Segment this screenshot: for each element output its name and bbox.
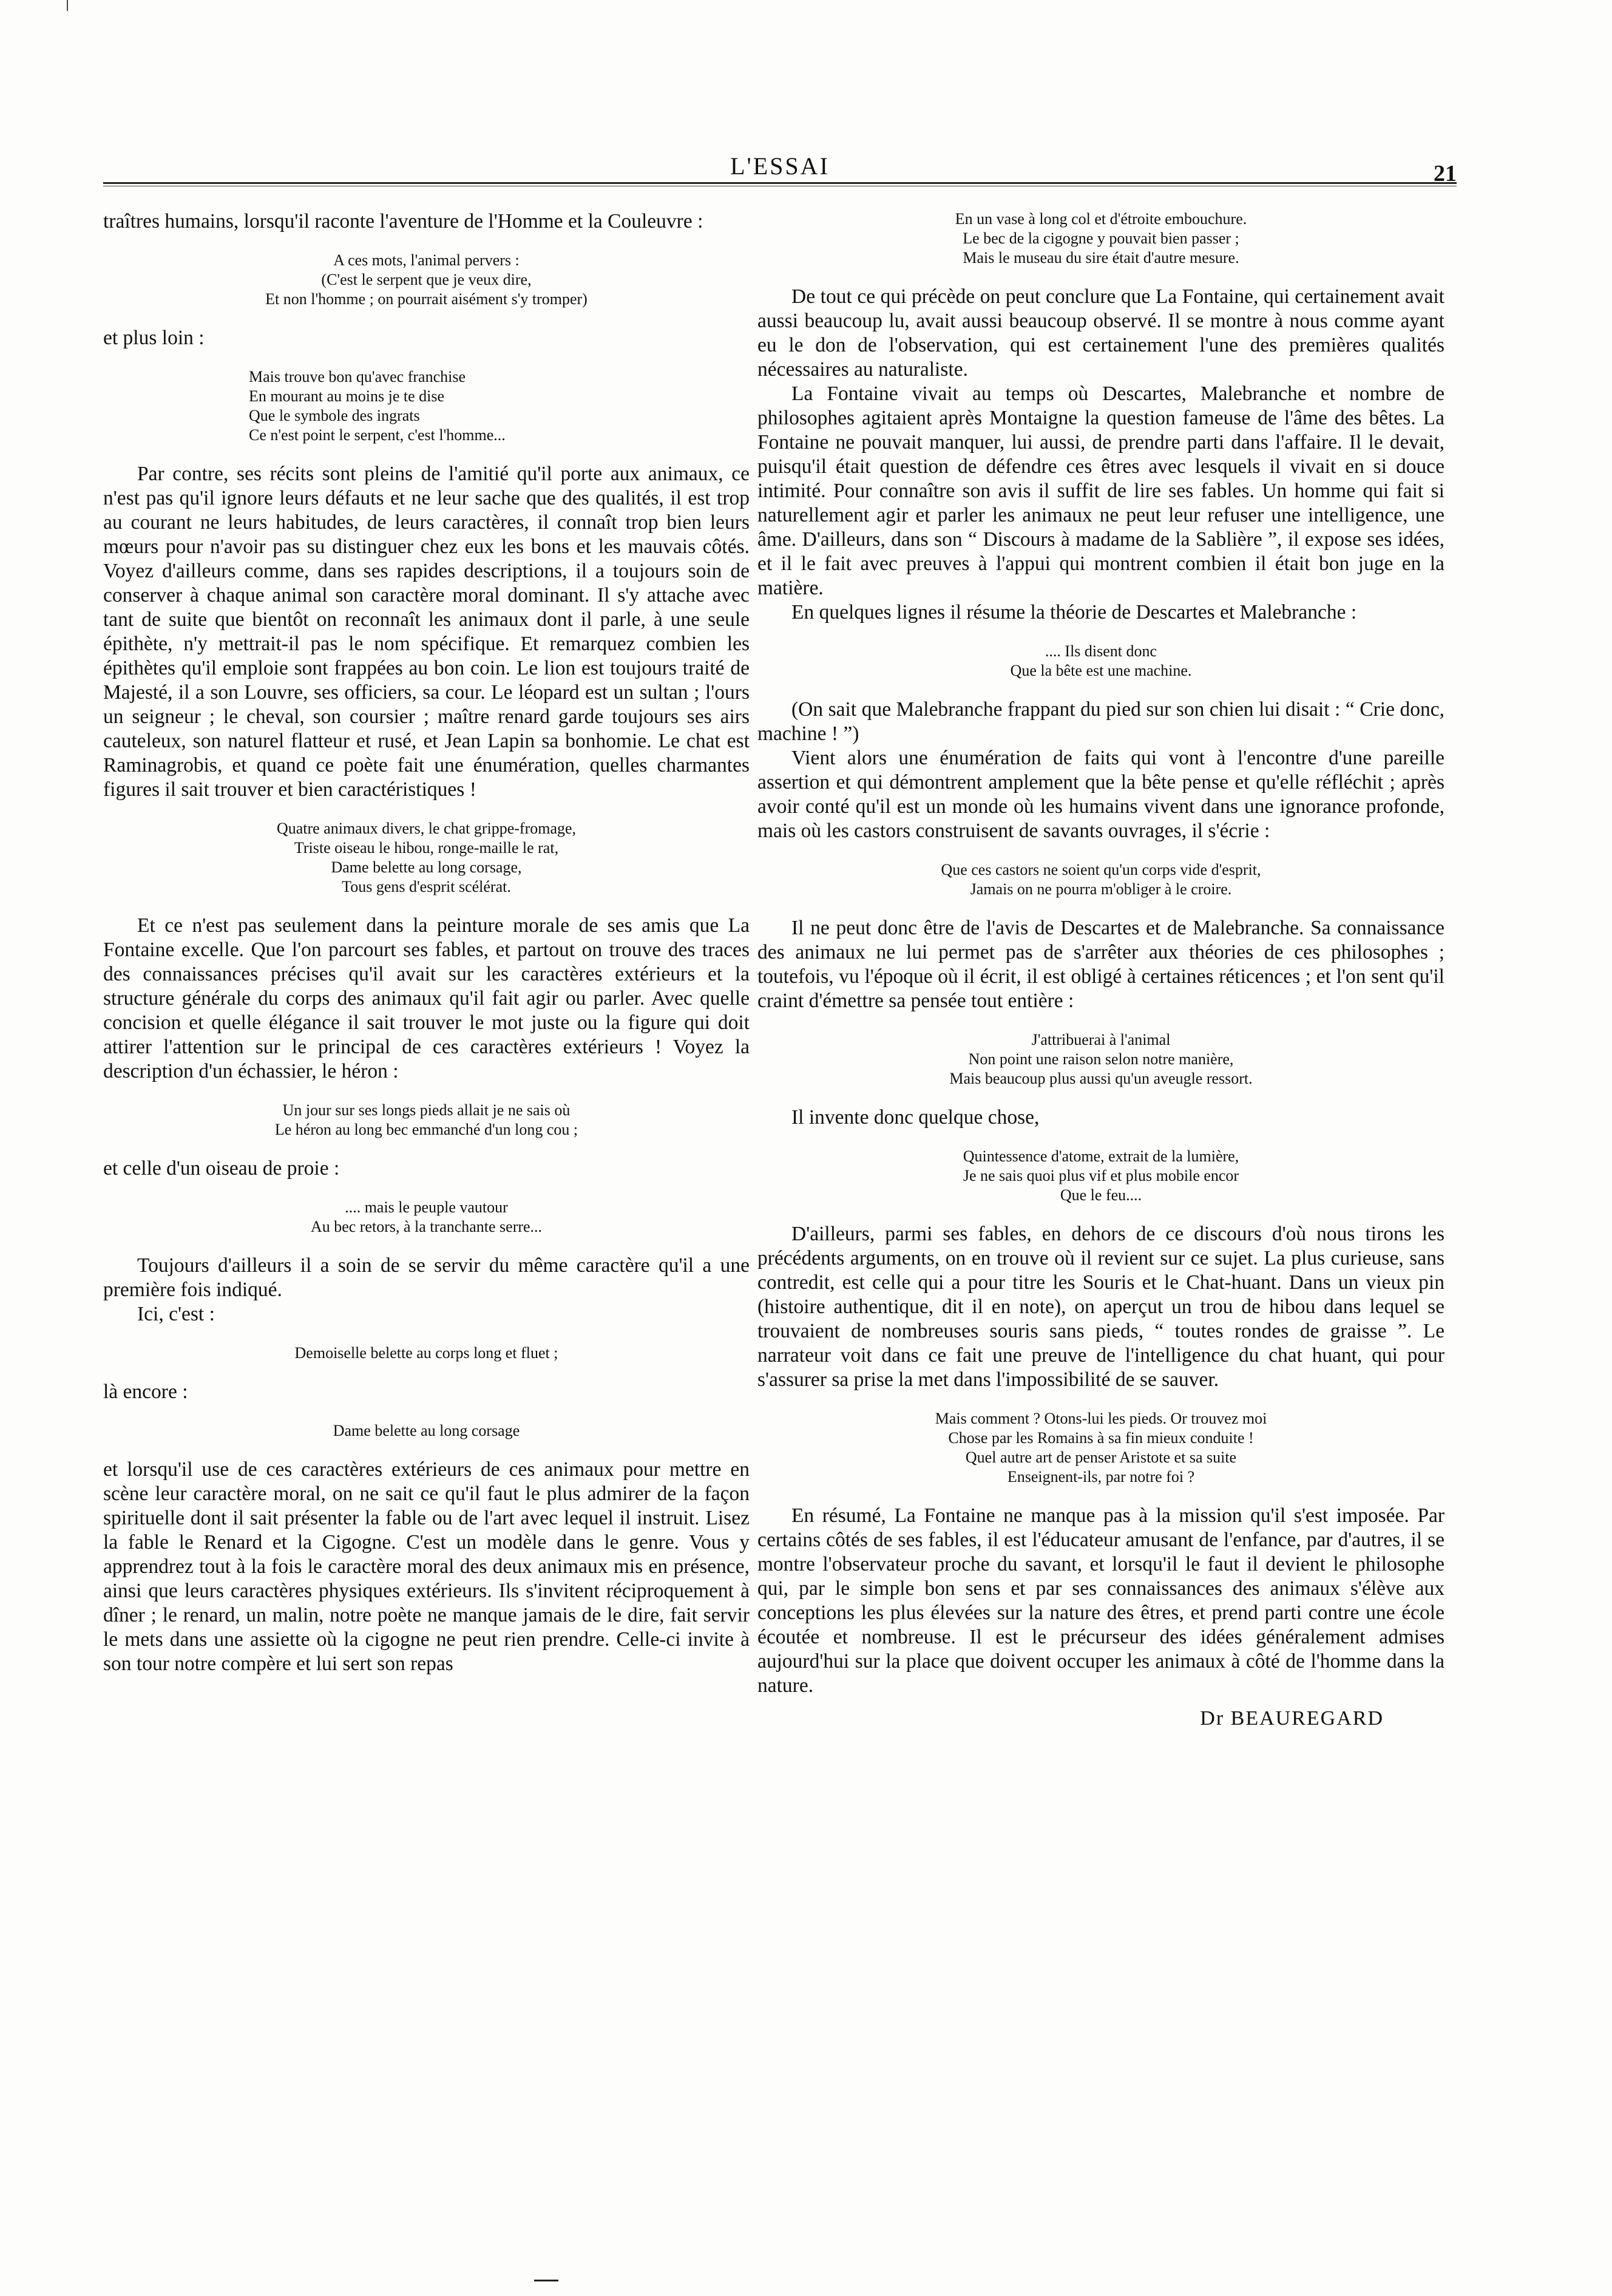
verse-line: Jamais on ne pourra m'obliger à le croire. bbox=[970, 880, 1232, 898]
verse-line: Que le symbole des ingrats bbox=[249, 407, 420, 424]
verse-line: Que ces castors ne soient qu'un corps vide d'esprit, bbox=[941, 861, 1261, 878]
verse-line: Quel autre art de penser Aristote et sa suite bbox=[965, 1449, 1237, 1466]
paragraph: De tout ce qui précède on peut conclure que La Fontaine, qui certainement avait aussi beaucoup lu, avait aussi beaucoup observé. Il se montre à nous comme ayant eu le don de l'observation, qui est certainement l'une des premières qualités nécessaires au naturaliste. bbox=[757, 285, 1444, 381]
verse-line: Mais beaucoup plus aussi qu'un aveugle ressort. bbox=[949, 1070, 1253, 1087]
verse-quote bbox=[103, 1101, 750, 1140]
author-signature: Dr BEAUREGARD bbox=[1200, 1707, 1384, 1730]
paragraph: En résumé, La Fontaine ne manque pas à la mission qu'il s'est imposée. Par certains côtés de ses fables, il est l'éducateur amusant de l'enfance, par d'autres, il se montre l'observateur proche du savant, et lorsqu'il le faut il devient le philosophe qui, par le simple bon sens et par ses connaissances des animaux s'élève aux conceptions les plus élevées sur la nature des êtres, et prend parti contre une école écoutée et nombreuse. Il est le précurseur des idées généralement admises aujourd'hui sur la place que doivent occuper les animaux à côté de l'homme dans la nature. bbox=[757, 1504, 1444, 1697]
verse-line: En mourant au moins je te dise bbox=[249, 387, 445, 405]
right-column bbox=[757, 209, 1444, 2152]
verse-line: Un jour sur ses longs pieds allait je ne sais où bbox=[282, 1101, 571, 1119]
verse-line: Quintessence d'atome, extrait de la lumière, bbox=[963, 1147, 1239, 1165]
margin-mark bbox=[67, 0, 68, 11]
verse-line: Demoiselle belette au corps long et fluet ; bbox=[294, 1344, 558, 1362]
running-title: L'ESSAI bbox=[730, 152, 830, 180]
verse-line: Tous gens d'esprit scélérat. bbox=[342, 878, 511, 895]
paragraph: traîtres humains, lorsqu'il raconte l'aventure de l'Homme et la Couleuvre : bbox=[103, 210, 703, 233]
verse-line: Au bec retors, à la tranchante serre... bbox=[310, 1218, 543, 1235]
paragraph: là encore : bbox=[103, 1381, 188, 1403]
verse-line: A ces mots, l'animal pervers : bbox=[333, 251, 520, 269]
verse-line: Que la bête est une machine. bbox=[1010, 662, 1192, 679]
paragraph: et plus loin : bbox=[103, 327, 205, 349]
verse-line: En un vase à long col et d'étroite embouchure. bbox=[955, 210, 1247, 228]
verse-line: Non point une raison selon notre manière, bbox=[968, 1050, 1234, 1068]
verse-quote bbox=[103, 819, 750, 897]
verse-quote bbox=[757, 1147, 1444, 1205]
left-column bbox=[103, 209, 750, 2152]
footer-mark bbox=[534, 2280, 558, 2281]
verse-quote bbox=[103, 1343, 750, 1363]
header-rule bbox=[103, 182, 1457, 186]
verse-quote bbox=[757, 209, 1444, 268]
verse-line: Triste oiseau le hibou, ronge-maille le rat, bbox=[294, 839, 559, 857]
paragraph: Par contre, ses récits sont pleins de l'amitié qu'il porte aux animaux, ce n'est pas qu'il ignore leurs défauts et ne leur sache que des qualités, il est trop au courant ne leurs habitudes, de leurs caractères, il connaît trop bien leurs mœurs pour n'avoir pas su distinguer chez eux les bons et les mauvais côtés. Voyez d'ailleurs comme, dans ses rapides descriptions, il a toujours soin de conserver à chaque animal son caractère moral dominant. Il s'y attache avec tant de suite que bientôt on reconnaît les animaux dont il parle, à une seule épithète, n'y mettrait-il pas le nom spécifique. Et remarquez combien les épithètes qu'il emploie sont frappées au bon coin. Le lion est toujours traité de Majesté, il a son Louvre, ses officiers, sa cour. Le léopard est un sultan ; l'ours un seigneur ; le cheval, son coursier ; maître renard garde toujours ses airs cauteleux, son naturel flatteur et rusé, et Jean Lapin sa bonhomie. Le chat est Raminagrobis, et quand ce poète fait une énumération, quelles charmantes figures il sait trouver et bien caractéristiques ! bbox=[103, 463, 750, 801]
paragraph: Il invente donc quelque chose, bbox=[791, 1106, 1040, 1129]
paragraph: Il ne peut donc être de l'avis de Descartes et de Malebranche. Sa connaissance des animaux ne lui permet pas de s'arrêter aux théories de ces philosophes ; toutefois, vu l'époque où il écrit, il est obligé à certaines réticences ; et l'on sent qu'il craint d'émettre sa pensée tout entière : bbox=[757, 917, 1444, 1012]
verse-line: Je ne sais quoi plus vif et plus mobile encor bbox=[963, 1167, 1239, 1184]
verse-quote bbox=[757, 642, 1444, 681]
paragraph: et celle d'un oiseau de proie : bbox=[103, 1157, 340, 1180]
verse-quote bbox=[103, 1198, 750, 1237]
verse-line: .... mais le peuple vautour bbox=[345, 1198, 508, 1216]
verse-line: J'attribuerai à l'animal bbox=[1031, 1031, 1171, 1048]
paragraph: Et ce n'est pas seulement dans la peinture morale de ses amis que La Fontaine excelle. Que l'on parcourt ses fables, et partout on trouve des traces des connaissances précises qu'il avait sur les caractères extérieurs et la structure générale du corps des animaux qu'il fait agir ou parler. Avec quelle concision et quelle élégance il sait trouver le mot juste ou la figure qui doit attirer l'attention sur le principal de ces caractères extérieurs ! Voyez la description d'un échassier, le héron : bbox=[103, 914, 750, 1082]
verse-quote bbox=[757, 860, 1444, 899]
paragraph: Ici, c'est : bbox=[137, 1303, 215, 1325]
verse-line: Chose par les Romains à sa fin mieux conduite ! bbox=[948, 1429, 1254, 1447]
verse-line: Mais trouve bon qu'avec franchise bbox=[249, 368, 466, 385]
verse-quote bbox=[103, 367, 750, 445]
verse-line: Le héron au long bec emmanché d'un long cou ; bbox=[274, 1121, 578, 1138]
paragraph: En quelques lignes il résume la théorie de Descartes et Malebranche : bbox=[791, 601, 1357, 623]
verse-line: Mais le museau du sire était d'autre mesure. bbox=[963, 249, 1239, 267]
verse-line: Enseignent-ils, par notre foi ? bbox=[1007, 1468, 1195, 1486]
paragraph: Vient alors une énumération de faits qui vont à l'encontre d'une pareille assertion et qui démontrent amplement que la bête pense et qu'elle réfléchit ; après avoir conté qu'il est un monde où les humains vivent dans une ignorance profonde, mais où les castors construisent de savants ouvrages, il s'écrie : bbox=[757, 747, 1444, 842]
verse-line: Dame belette au long corsage, bbox=[331, 858, 522, 876]
verse-quote bbox=[757, 1409, 1444, 1487]
page-number: 21 bbox=[1434, 161, 1457, 186]
verse-quote bbox=[757, 1030, 1444, 1089]
verse-line: Ce n'est point le serpent, c'est l'homme... bbox=[249, 426, 506, 444]
verse-quote bbox=[103, 1421, 750, 1441]
verse-line: Le bec de la cigogne y pouvait bien passer ; bbox=[963, 229, 1239, 247]
verse-line: .... Ils disent donc bbox=[1045, 642, 1157, 660]
verse-line: Quatre animaux divers, le chat grippe-fromage, bbox=[276, 820, 577, 837]
paragraph: et lorsqu'il use de ces caractères extérieurs de ces animaux pour mettre en scène leur caractère moral, on ne sait ce qu'il faut le plus admirer de la façon spirituelle dont il sait présenter la fable ou de l'art avec lequel il instruit. Lisez la fable le Renard et la Cigogne. C'est un modèle dans le genre. Vous y apprendrez tout à la fois le caractère moral des deux animaux mis en présence, ainsi que leurs caractères physiques extérieurs. Ils s'invitent réciproquement à dîner ; le renard, un malin, notre poète ne manque jamais de le dire, fait servir le mets dans une assiette où la cigogne ne peut rien prendre. Celle-ci invite à son tour notre compère et lui sert son repas bbox=[103, 1458, 750, 1675]
paragraph: D'ailleurs, parmi ses fables, en dehors de ce discours d'où nous tirons les précédents arguments, on en trouve où il revient sur ce sujet. La plus curieuse, sans contredit, est celle qui a pour titre les Souris et le Chat-huant. Dans un vieux pin (histoire authentique, dit il en note), on aperçut un trou de hibou dans lequel se trouvaient de nombreuses souris sans pieds, “ toutes rondes de graisse ”. Le narrateur voit dans ce fait une preuve de l'intelligence du chat huant, qui pour s'assurer sa prise la met dans l'impossibilité de se sauver. bbox=[757, 1223, 1444, 1391]
verse-line: Que le feu.... bbox=[1060, 1186, 1142, 1204]
paragraph: La Fontaine vivait au temps où Descartes, Malebranche et nombre de philosophes agitaient après Montaigne la question fameuse de l'âme des bêtes. La Fontaine ne pouvait manquer, lui aussi, de prendre parti dans l'affaire. Il le devait, puisqu'il était question de défendre ces êtres avec lesquels il vivait en si douce intimité. Pour connaître son avis il suffit de lire ses fables. Un homme qui fait si naturellement agir et parler les animaux ne peut leur refuser une intelligence, une âme. D'ailleurs, dans son “ Discours à madame de la Sablière ”, il expose ses idées, et il le fait avec preuves à l'appui qui montrent combien il était bon juge en la matière. bbox=[757, 382, 1444, 599]
paragraph: Toujours d'ailleurs il a soin de se servir du même caractère qu'il a une première fois indiqué. bbox=[103, 1254, 750, 1301]
paragraph: (On sait que Malebranche frappant du pied sur son chien lui disait : “ Crie donc, machine ! ”) bbox=[757, 698, 1444, 745]
verse-line: Et non l'homme ; on pourrait aisément s'y tromper) bbox=[265, 290, 588, 308]
verse-quote bbox=[103, 251, 750, 309]
verse-line: Mais comment ? Otons-lui les pieds. Or trouvez moi bbox=[935, 1410, 1267, 1427]
verse-line: (C'est le serpent que je veux dire, bbox=[321, 271, 532, 288]
verse-line: Dame belette au long corsage bbox=[333, 1422, 520, 1439]
